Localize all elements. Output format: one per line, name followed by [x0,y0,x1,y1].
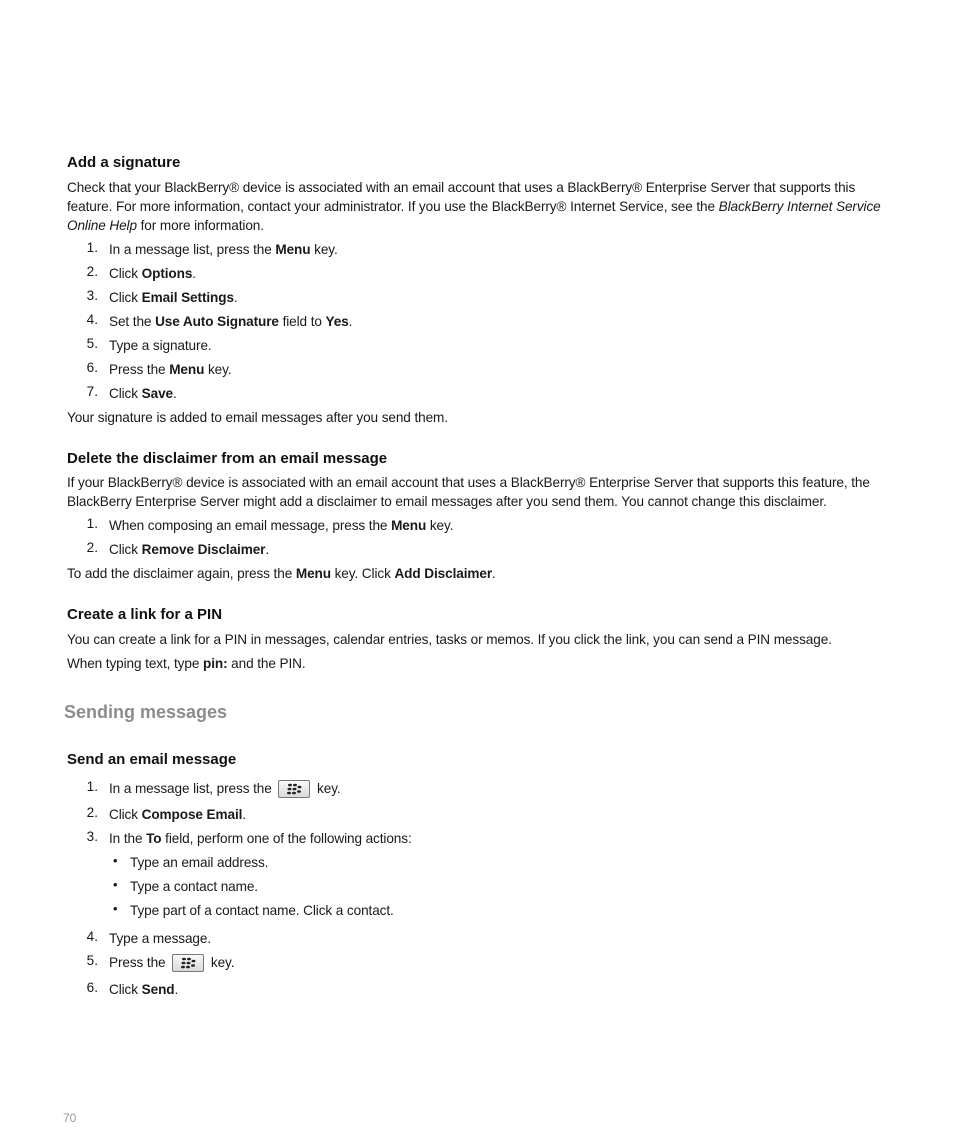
ui-term: Remove Disclaimer [141,542,266,557]
text: When typing text, type [67,656,203,671]
text: key. [313,781,341,796]
text: field, perform one of the following actions: [161,831,412,846]
ui-term: Options [141,266,193,281]
blackberry-menu-key-icon [172,954,204,972]
step-number: 6. [86,360,98,375]
paragraph-line [67,216,264,235]
ui-term: Compose Email [141,807,243,822]
text: In the [109,831,147,846]
ui-term: Save [141,386,173,401]
ui-term: Use Auto Signature [155,314,279,329]
list-item [109,980,178,999]
list-item: Type a contact name. [130,879,258,894]
text: Check that your BlackBerry® device is associated with an email account that uses a BlackBerry® Enterprise Server that supports this [67,180,856,195]
heading-add-signature: Add a signature [67,154,181,171]
page-number: 70 [63,1111,77,1125]
step-number: 2. [86,805,98,820]
text: key. [204,362,232,377]
ui-term: pin: [202,656,228,671]
text: . [173,386,177,401]
text: key. [426,518,454,533]
list-item [109,929,211,948]
text: In a message list, press the [109,242,276,257]
bullet-icon: • [113,901,118,916]
text: . [174,982,179,997]
heading-create-pin-link: Create a link for a PIN [67,606,223,623]
text: and the PIN. [227,656,306,671]
help-reference: Online Help [67,218,137,233]
step-number: 5. [86,953,98,968]
step-number: 4. [86,929,98,944]
paragraph-line: If your BlackBerry® device is associated with an email account that uses a BlackBerry® Enterprise Server that supports this feature, the [67,475,870,490]
paragraph-line [67,178,855,197]
text: key. [207,955,235,970]
ui-term: Menu [275,242,311,257]
ui-term: Menu [295,566,331,581]
help-reference: BlackBerry Internet Service [718,199,881,214]
heading-delete-disclaimer: Delete the disclaimer from an email message [67,450,388,467]
list-item [109,360,232,379]
step-number: 6. [86,980,98,995]
step-number: 1. [86,516,98,531]
text: . [492,566,496,581]
list-item [109,779,341,798]
ui-term: Menu [391,518,427,533]
text: . [233,290,238,305]
list-item [109,288,238,307]
step-number: 3. [86,829,98,844]
step-number: 5. [86,336,98,351]
list-item: Type part of a contact name. Click a contact. [130,903,394,918]
step-number: 4. [86,312,98,327]
paragraph: Your signature is added to email messages after you send them. [67,410,448,425]
list-item [109,540,269,559]
ui-term: Yes [325,314,349,329]
text: Click [109,290,142,305]
paragraph-line [67,197,881,216]
paragraph: You can create a link for a PIN in messages, calendar entries, tasks or memos. If you click the link, you can send a PIN message. [67,632,832,647]
text: Click [109,982,142,997]
text: Click [109,386,142,401]
ui-term: Add Disclaimer [394,566,493,581]
text: Set the [109,314,156,329]
ui-term: Email Settings [141,290,234,305]
bullet-icon: • [113,853,118,868]
list-item: Type an email address. [130,855,269,870]
paragraph-line: BlackBerry Enterprise Server might add a disclaimer to email messages after you send them. You cannot change this disclaimer. [67,494,827,509]
list-item [109,312,352,331]
list-item [109,240,338,259]
text: feature. For more information, contact your administrator. If you use the BlackBerry® Internet Service, see the [67,199,719,214]
section-title: Sending messages [64,702,228,722]
step-number: 2. [86,540,98,555]
list-item [109,953,234,972]
text: Press the [109,955,170,970]
text: To add the disclaimer again, press the [67,566,296,581]
ui-term: Menu [169,362,205,377]
text: key. Click [330,566,395,581]
text: Type a signature. [109,338,212,353]
text: In a message list, press the [109,781,276,796]
list-item [109,264,196,283]
list-item [109,336,212,355]
list-item [109,829,412,848]
list-item [109,384,177,403]
text: . [348,314,353,329]
heading-send-email: Send an email message [67,751,237,768]
text: field to [278,314,326,329]
text: key. [310,242,338,257]
list-item [109,516,453,535]
text: . [192,266,196,281]
ui-term: Send [141,982,175,997]
step-number: 7. [86,384,98,399]
bullet-icon: • [113,877,118,892]
paragraph [67,654,306,673]
text: Press the [109,362,170,377]
text: . [242,807,247,822]
step-number: 3. [86,288,98,303]
text: . [265,542,270,557]
text: Type a message. [109,931,212,946]
paragraph [67,564,496,583]
text: for more information. [136,218,264,233]
step-number: 1. [86,240,98,255]
text: When composing an email message, press the [109,518,392,533]
step-number: 2. [86,264,98,279]
text: Click [109,542,142,557]
text: Click [109,266,142,281]
blackberry-menu-key-icon [278,780,310,798]
ui-term: To [146,831,162,846]
list-item [109,805,246,824]
text: Click [109,807,142,822]
step-number: 1. [86,779,98,794]
